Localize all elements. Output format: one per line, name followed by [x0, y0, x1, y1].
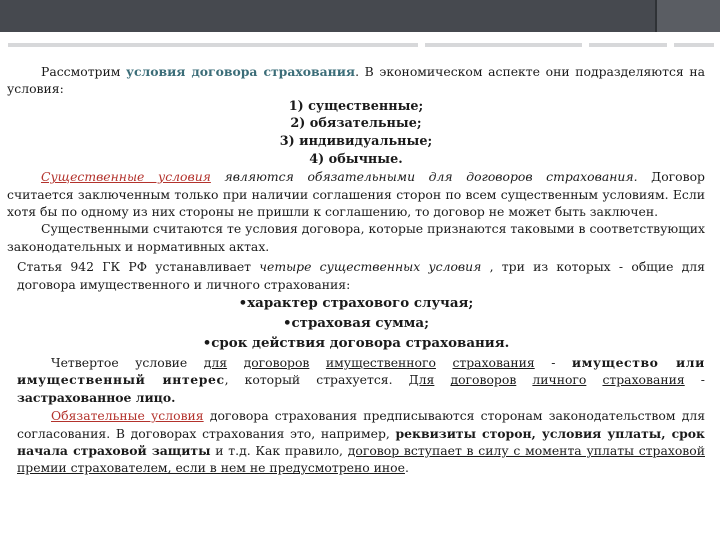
mandatory-text: . — [404, 460, 409, 476]
intro-highlight: условия договора страхования — [126, 64, 356, 79]
fourth-paragraph — [17, 354, 705, 406]
essential-text: Договор считается заключенным только при наличии соглашения сторон по всем существенным условиям. Если хотя бы по одному из них стороны не пришли к соглашению, то договор не может быть заключен. — [7, 169, 705, 219]
fourth-underlined: договоров — [450, 372, 517, 388]
fourth-underlined: договоров — [243, 355, 310, 371]
fourth-text: - — [534, 355, 572, 371]
mandatory-text: и т.д. Как правило, — [210, 443, 348, 459]
type-item: 3) индивидуальные; — [279, 134, 433, 149]
article-text: , три из которых - общие для договора имущественного и личного страхования: — [17, 259, 705, 292]
fourth-text — [309, 355, 325, 370]
fourth-underlined: имущественного — [325, 355, 436, 371]
condition-item: •срок действия договора страхования. — [202, 335, 510, 352]
article-paragraph — [17, 258, 705, 293]
mandatory-paragraph — [17, 407, 705, 477]
type-item: 1) существенные; — [288, 98, 424, 114]
fourth-underlined: личного — [532, 372, 587, 388]
fourth-text — [586, 372, 602, 387]
fourth-underlined: страхования — [452, 355, 535, 371]
fourth-text — [436, 355, 452, 370]
essential-italic: являются обязательными для договоров страхования. — [210, 169, 638, 185]
essential-term: Существенные условия — [41, 169, 211, 185]
slide-header-bar — [0, 0, 720, 32]
type-item: 4) обычные. — [309, 151, 403, 167]
type-item: 2) обязательные; — [290, 116, 422, 132]
fourth-text — [516, 372, 532, 387]
divider-rule — [425, 43, 582, 47]
intro-text: . В экономическом аспекте они подразделяются на условия: — [7, 64, 706, 97]
header-corner-block — [655, 0, 720, 32]
fourth-text — [434, 372, 450, 387]
fourth-bold: застрахованное лицо. — [17, 389, 176, 405]
intro-text: Рассмотрим — [41, 64, 127, 79]
fourth-bold: имущество или имущественный интерес — [17, 355, 705, 388]
slide-body — [7, 63, 705, 477]
header-divider — [655, 0, 657, 32]
fourth-text: , который страхуется. — [224, 372, 409, 388]
mandatory-bold: реквизиты сторон, условия уплаты, срок начала страховой защиты — [17, 425, 706, 459]
mandatory-underlined: договор вступает в силу с момента уплаты страховой премии страхователем, если в нем не предусмотрено иное — [17, 443, 705, 476]
fourth-underlined: страхования — [602, 372, 685, 388]
article-text: Статья 942 ГК РФ устанавливает — [17, 259, 260, 275]
condition-item: •характер страхового случая; — [238, 295, 474, 312]
divider-rule — [674, 43, 714, 47]
condition-item: •страховая сумма; — [282, 315, 430, 332]
essential-note: Существенными считаются те условия договора, которые признаются таковыми в соответствующих законодательных и нормативных актах. — [7, 221, 705, 254]
fourth-text: Четвертое условие — [51, 355, 204, 371]
mandatory-term: Обязательные условия — [51, 408, 204, 424]
fourth-underlined: для — [203, 355, 228, 371]
article-italic: четыре существенных условия — [259, 259, 482, 275]
fourth-underlined: Для — [408, 372, 435, 388]
essential-paragraph — [7, 168, 705, 220]
intro-paragraph — [7, 63, 705, 98]
fourth-text — [227, 355, 243, 370]
mandatory-text: договора страхования предписываются сторонам законодательством для согласования. В договорах страхования это, например, — [17, 408, 706, 441]
divider-rule — [8, 43, 418, 47]
divider-rule — [589, 43, 667, 47]
fourth-text: - — [684, 372, 705, 388]
